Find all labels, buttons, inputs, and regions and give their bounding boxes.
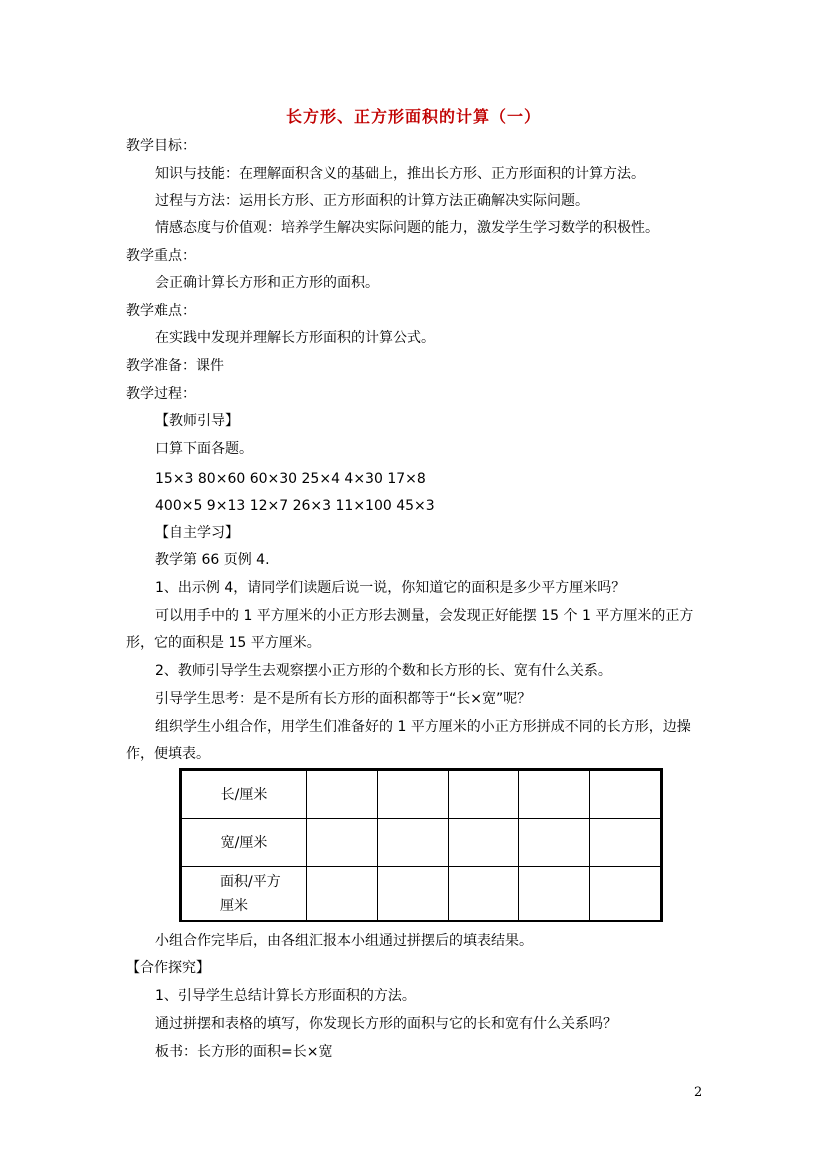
text-line: 【自主学习】 — [155, 525, 239, 541]
text-line: 组织学生小组合作，用学生们准备好的 1 平方厘米的小正方形拼成不同的长方形，边操 — [155, 719, 691, 735]
row-header-area: 面积/平方厘米 — [182, 867, 307, 921]
text-line: 作，便填表。 — [126, 746, 210, 762]
text-line: 1、引导学生总结计算长方形面积的方法。 — [155, 988, 416, 1004]
text-line: 小组合作完毕后，由各组汇报本小组通过拼摆后的填表结果。 — [155, 933, 533, 949]
row-header-length: 长/厘米 — [182, 771, 307, 819]
table-cell[interactable] — [590, 867, 661, 921]
table-cell[interactable] — [519, 771, 590, 819]
row-header-width: 宽/厘米 — [182, 819, 307, 867]
text-line: 教学过程： — [126, 386, 196, 402]
table-cell[interactable] — [377, 867, 448, 921]
table-cell[interactable] — [377, 771, 448, 819]
text-line: 会正确计算长方形和正方形的面积。 — [155, 275, 379, 291]
text-line: 400×5 9×13 12×7 26×3 11×100 45×3 — [155, 498, 435, 514]
table-cell[interactable] — [519, 819, 590, 867]
text-line: 情感态度与价值观：培养学生解决实际问题的能力，激发学生学习数学的积极性。 — [155, 220, 659, 236]
text-line: 通过拼摆和表格的填写，你发现长方形的面积与它的长和宽有什么关系吗？ — [155, 1016, 617, 1032]
table-row — [182, 771, 661, 819]
text-line: 教学目标： — [126, 138, 196, 154]
table-row — [182, 867, 661, 921]
text-line: 1、出示例 4，请同学们读题后说一说，你知道它的面积是多少平方厘米吗？ — [155, 580, 626, 596]
table-cell[interactable] — [519, 867, 590, 921]
text-line: 教学难点： — [126, 303, 196, 319]
table-cell[interactable] — [448, 819, 519, 867]
text-line: 在实践中发现并理解长方形面积的计算公式。 — [155, 330, 435, 346]
table-cell[interactable] — [307, 819, 378, 867]
table-cell[interactable] — [377, 819, 448, 867]
fill-in-table — [179, 768, 663, 922]
text-line: 教学重点： — [126, 248, 196, 264]
table-cell[interactable] — [307, 867, 378, 921]
text-line: 【教师引导】 — [155, 413, 239, 429]
table-cell[interactable] — [307, 771, 378, 819]
text-line: 可以用手中的 1 平方厘米的小正方形去测量，会发现正好能摆 15 个 1 平方厘米的正方 — [155, 608, 694, 624]
document-title: 长方形、正方形面积的计算（一） — [285, 107, 541, 126]
text-line: 引导学生思考：是不是所有长方形的面积都等于“长×宽”呢？ — [155, 691, 532, 707]
table-cell[interactable] — [590, 771, 661, 819]
table-cell[interactable] — [448, 771, 519, 819]
text-line: 2、教师引导学生去观察摆小正方形的个数和长方形的长、宽有什么关系。 — [155, 663, 612, 679]
text-line: 形，它的面积是 15 平方厘米。 — [126, 635, 321, 651]
table-cell[interactable] — [590, 819, 661, 867]
text-line: 板书：长方形的面积=长×宽 — [155, 1044, 333, 1060]
table-cell[interactable] — [448, 867, 519, 921]
text-line: 教学准备：课件 — [126, 358, 224, 374]
table-row — [182, 819, 661, 867]
text-line: 教学第 66 页例 4. — [155, 552, 270, 568]
page-number: 2 — [694, 1085, 703, 1100]
text-line: 口算下面各题。 — [155, 441, 253, 457]
text-line: 15×3 80×60 60×30 25×4 4×30 17×8 — [155, 471, 426, 487]
text-line: 过程与方法：运用长方形、正方形面积的计算方法正确解决实际问题。 — [155, 193, 589, 209]
text-line: 【合作探究】 — [126, 960, 210, 976]
text-line: 知识与技能：在理解面积含义的基础上，推出长方形、正方形面积的计算方法。 — [155, 166, 645, 182]
